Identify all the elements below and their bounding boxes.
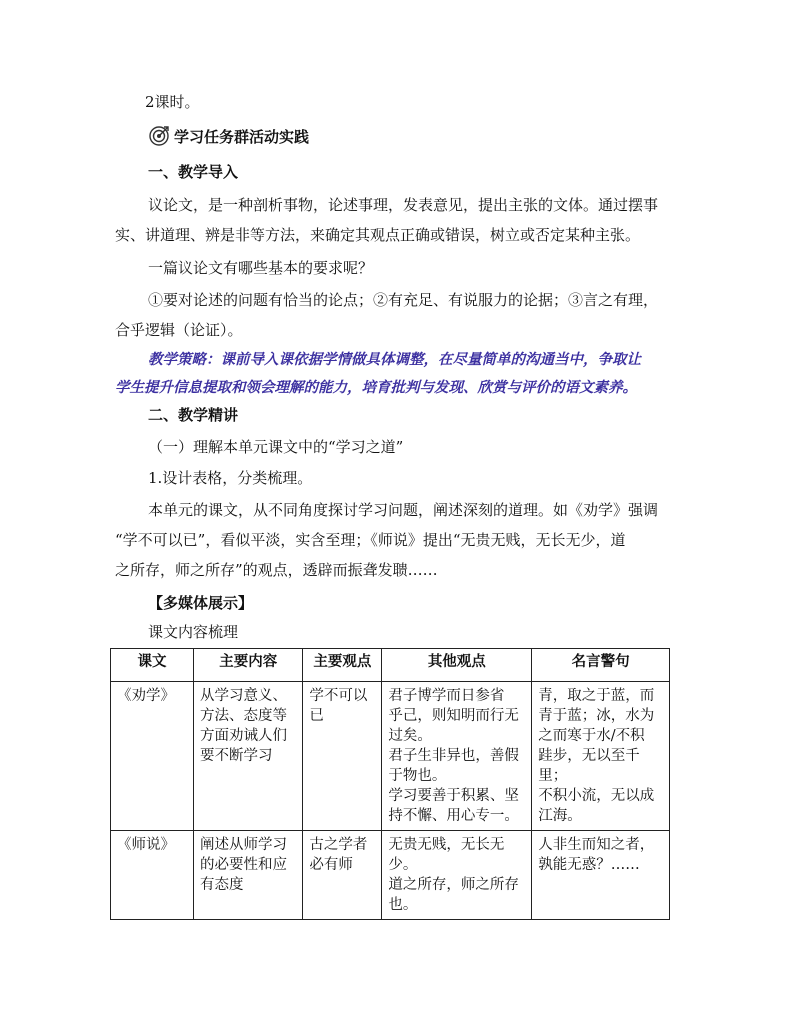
cell-line: 之而寒于水/不积 xyxy=(538,728,645,744)
cell-line: 过矣。 xyxy=(388,728,432,744)
cell-line: 持不懈、用心专一。 xyxy=(388,808,519,824)
cell-line: 青于蓝；冰，水为 xyxy=(538,708,655,724)
activity-heading xyxy=(148,125,309,147)
cell-line: 不积小流，无以成 xyxy=(538,788,655,804)
header-cell: 主要观点 xyxy=(303,649,382,682)
cell-line: 跬步，无以至千里； xyxy=(538,748,640,784)
cell-line: 有态度 xyxy=(200,877,244,893)
step-title: 1.设计表格，分类梳理。 xyxy=(148,469,313,487)
view-cell xyxy=(303,831,382,920)
cell-line: 于物也。 xyxy=(388,768,447,784)
paragraph-line: “学不可以已”，看似平淡，实含至理；《师说》提出“无贵无贱，无长无少，道 xyxy=(115,531,626,549)
table-row xyxy=(111,682,670,831)
content-cell xyxy=(194,831,303,920)
cell-line: 方法、态度等 xyxy=(200,708,288,724)
cell-line: 道之所存，师之所存 xyxy=(388,877,519,893)
header-cell: 其他观点 xyxy=(382,649,532,682)
view-cell xyxy=(303,682,382,831)
paragraph-line: 实、讲道理、辨是非等方法，来确定其观点正确或错误，树立或否定某种主张。 xyxy=(115,226,641,244)
target-icon xyxy=(148,125,170,147)
answer-line: 合乎逻辑（论证）。 xyxy=(115,321,243,339)
cell-line: 乎己，则知明而行无 xyxy=(388,708,519,724)
cell-line: 无贵无贱，无长无少。 xyxy=(388,837,505,873)
header-cell: 名言警句 xyxy=(532,649,670,682)
cell-line: 孰能无惑？…… xyxy=(538,857,640,873)
table-caption: 课文内容梳理 xyxy=(148,623,239,641)
paragraph-line: 本单元的课文，从不同角度探讨学习问题，阐述深刻的道理。如《劝学》强调 xyxy=(148,501,659,519)
cell-line: 江海。 xyxy=(538,808,582,824)
section-title-lecture: 二、教学精讲 xyxy=(148,406,239,424)
cell-line: 必有师 xyxy=(309,857,353,873)
cell-line: 古之学者 xyxy=(309,837,368,853)
text-cell: 《劝学》 xyxy=(111,682,194,831)
cell-line: 方面劝诫人们 xyxy=(200,728,288,744)
cell-line: 青，取之于蓝，而 xyxy=(538,688,655,704)
cell-line: 阐述从师学习 xyxy=(200,837,288,853)
question-line: 一篇议论文有哪些基本的要求呢？ xyxy=(148,259,374,277)
others-cell xyxy=(382,682,532,831)
activity-title: 学习任务群活动实践 xyxy=(174,127,310,146)
others-cell xyxy=(382,831,532,920)
teaching-strategy: 教学策略：课前导入课依据学情做具体调整，在尽量简单的沟通当中，争取让 xyxy=(148,351,641,368)
content-cell xyxy=(194,682,303,831)
cell-line: 学习要善于积累、坚 xyxy=(388,788,519,804)
table-header-row xyxy=(111,649,670,682)
cell-line: 的必要性和应 xyxy=(200,857,288,873)
cell-line: 学不可以 xyxy=(309,688,368,704)
cell-line: 君子博学而日参省 xyxy=(388,688,505,704)
media-label: 【多媒体展示】 xyxy=(148,594,254,612)
cell-line: 从学习意义、 xyxy=(200,688,288,704)
header-cell: 课文 xyxy=(111,649,194,682)
table-row xyxy=(111,831,670,920)
teaching-strategy: 学生提升信息提取和领会理解的能力，培育批判与发现、欣赏与评价的语文素养。 xyxy=(115,379,637,396)
text-cell: 《师说》 xyxy=(111,831,194,920)
subsection-title: （一）理解本单元课文中的“学习之道” xyxy=(148,438,404,456)
paragraph-line: 之所存，师之所存”的观点，透辟而振聋发聩…… xyxy=(115,561,438,579)
cell-line: 已 xyxy=(309,708,324,724)
content-table xyxy=(110,648,670,920)
section-title-intro: 一、教学导入 xyxy=(148,163,239,181)
cell-line: 要不断学习 xyxy=(200,748,273,764)
quotes-cell xyxy=(532,682,670,831)
cell-line: 君子生非异也，善假 xyxy=(388,748,519,764)
paragraph-line: 议论文，是一种剖析事物，论述事理，发表意见，提出主张的文体。通过摆事 xyxy=(148,196,659,214)
answer-line: ①要对论述的问题有恰当的论点；②有充足、有说服力的论据；③言之有理， xyxy=(148,291,659,309)
header-cell: 主要内容 xyxy=(194,649,303,682)
cell-line: 也。 xyxy=(388,897,418,913)
quotes-cell xyxy=(532,831,670,920)
class-hours: 2课时。 xyxy=(145,93,200,111)
cell-line: 人非生而知之者， xyxy=(538,837,655,853)
